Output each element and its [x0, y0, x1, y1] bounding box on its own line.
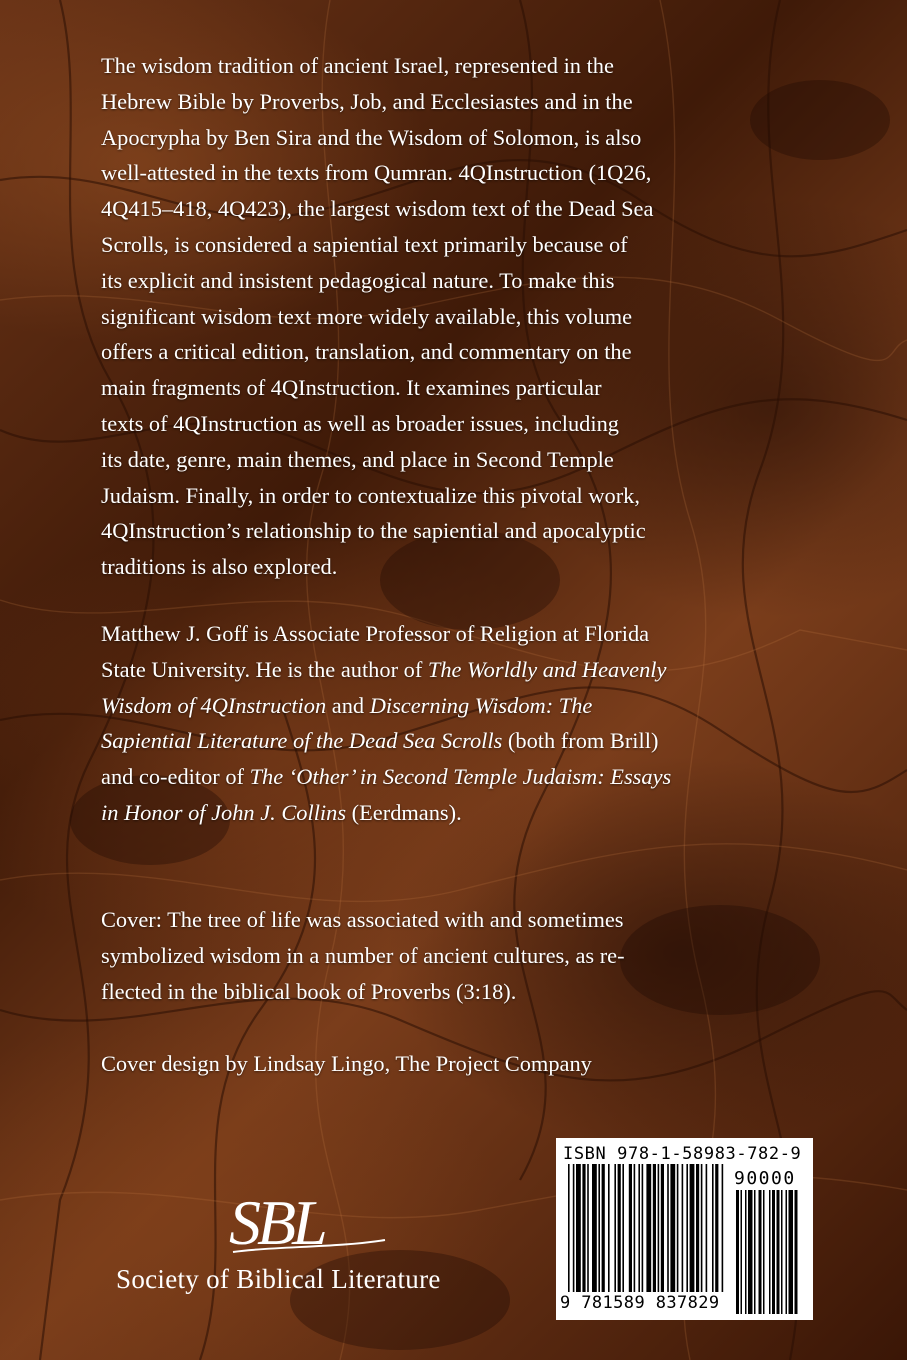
bio-text: and	[326, 692, 370, 718]
author-bio	[101, 616, 816, 831]
book-title: The Worldly and Heavenly	[427, 656, 667, 682]
barcode	[556, 1138, 813, 1320]
description-line: well-attested in the texts from Qumran. 4QInstruction (1Q26,	[101, 160, 652, 186]
cover-note-line: symbolized wisdom in a number of ancient cultures, as re-	[101, 942, 625, 968]
bio-text: (Eerdmans).	[346, 799, 462, 825]
description-line: main fragments of 4QInstruction. It examines particular	[101, 375, 602, 401]
bio-line	[101, 795, 816, 831]
description-line: offers a critical edition, translation, and commentary on the	[101, 339, 632, 365]
description-line: its date, genre, main themes, and place in Second Temple	[101, 446, 614, 472]
publisher-name: Society of Biblical Literature	[116, 1264, 441, 1294]
description-line: texts of 4QInstruction as well as broader issues, including	[101, 410, 619, 436]
book-title: Discerning Wisdom: The	[369, 692, 593, 718]
bio-text: and co-editor of	[101, 764, 250, 790]
book-title: Wisdom of 4QInstruction	[101, 692, 327, 718]
description-line: significant wisdom text more widely available, this volume	[101, 303, 633, 329]
book-title: Sapiential Literature of the Dead Sea Scrolls	[101, 728, 503, 754]
bio-line	[101, 723, 816, 759]
cover-note	[101, 902, 816, 1009]
description-line: The wisdom tradition of ancient Israel, represented in the	[101, 53, 614, 78]
book-description	[101, 48, 816, 585]
description-line: 4Q415–418, 4Q423), the largest wisdom text of the Dead Sea	[101, 196, 654, 222]
description-line: 4QInstruction’s relationship to the sapiential and apocalyptic	[101, 518, 646, 544]
cover-note-line: flected in the biblical book of Proverbs (3:18).	[101, 978, 517, 1004]
bio-text: (both from Brill)	[502, 728, 659, 754]
description-line: Hebrew Bible by Proverbs, Job, and Ecclesiastes and in the	[101, 88, 633, 114]
sbl-logo	[225, 1192, 395, 1262]
sbl-logo-text: SBL	[229, 1192, 324, 1258]
book-title: in Honor of John J. Collins	[101, 799, 347, 825]
bio-text: State University. He is the author of	[101, 656, 428, 682]
book-title: The ‘Other’ in Second Temple Judaism: Essays	[249, 764, 672, 790]
price-code: 90000	[734, 1168, 796, 1189]
barcode-digits: 9 781589 837829	[560, 1293, 720, 1313]
description-line: Apocrypha by Ben Sira and the Wisdom of Solomon, is also	[101, 124, 642, 150]
cover-design-credit: Cover design by Lindsay Lingo, The Project Company	[101, 1051, 592, 1076]
cover-note-line: Cover: The tree of life was associated with and sometimes	[101, 907, 624, 932]
description-line: Scrolls, is considered a sapiential text primarily because of	[101, 231, 628, 257]
description-line: its explicit and insistent pedagogical nature. To make this	[101, 267, 615, 293]
description-line: Judaism. Finally, in order to contextualize this pivotal work,	[101, 482, 640, 508]
bio-line	[101, 688, 816, 724]
bio-text: Matthew J. Goff is Associate Professor of Religion at Florida	[101, 621, 650, 646]
description-line: traditions is also explored.	[101, 554, 338, 580]
bio-line	[101, 759, 816, 795]
bio-line	[101, 652, 816, 688]
isbn-label: ISBN 978-1-58983-782-9	[563, 1144, 802, 1164]
bio-line	[101, 616, 816, 652]
